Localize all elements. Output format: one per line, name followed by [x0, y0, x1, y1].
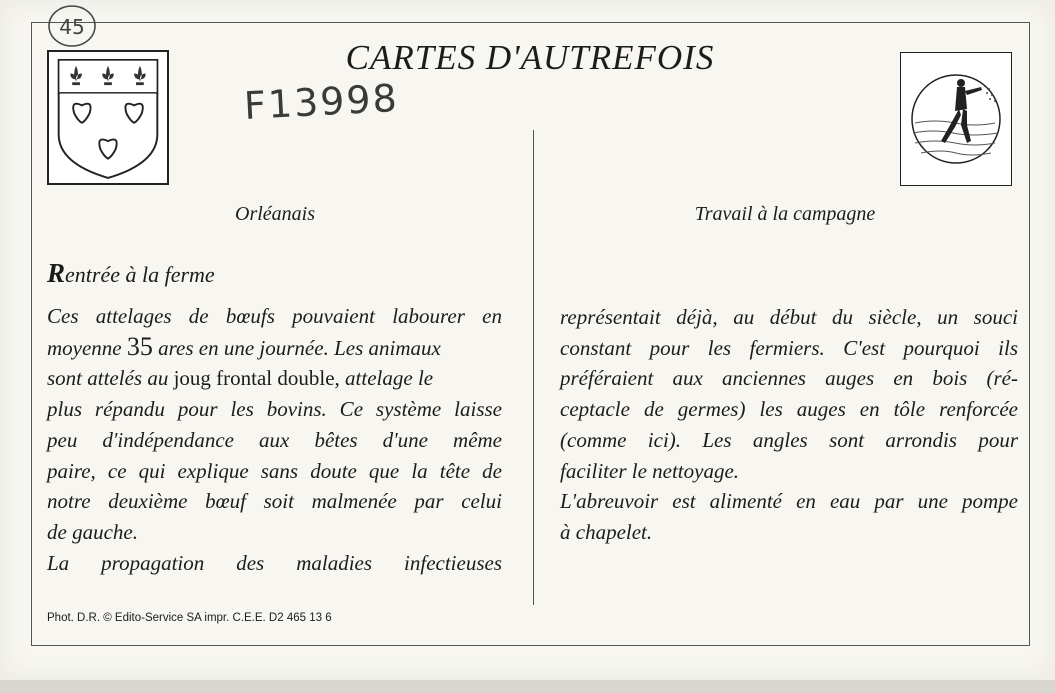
text-line: L'abreuvoir est alimenté en eau par une pompe	[560, 489, 1018, 514]
region-label: Orléanais	[235, 203, 315, 225]
text-line: faciliter le nettoyage.	[560, 458, 740, 483]
text-line: sont attelés au joug frontal double, attelage le	[47, 366, 434, 391]
text-line: de gauche.	[47, 519, 138, 544]
text-line: ceptacle de germes) les auges en tôle renforcée	[560, 397, 1018, 422]
theme-label: Travail à la campagne	[694, 203, 876, 225]
heading-initial: R	[47, 258, 66, 288]
text-line: représentait déjà, au début du siècle, un souci	[560, 305, 1018, 329]
text-line: Ces attelages de bœufs pouvaient labourer en	[47, 304, 502, 328]
sower-vignette	[900, 52, 1012, 186]
right-text-column	[560, 302, 1018, 548]
text-line: à chapelet.	[560, 519, 653, 544]
text-line: La propagation des maladies infectieuses	[47, 550, 502, 575]
photo-credit: Phot. D.R. © Edito-Service SA impr. C.E.E. D2 465 13 6	[47, 612, 332, 624]
text-line: préféraient aux anciennes auges en bois (ré-	[560, 366, 1018, 391]
text-line: (comme ici). Les angles sont arrondis pour	[560, 427, 1018, 452]
heading-text: entrée à la ferme	[65, 262, 215, 287]
card-heading	[47, 258, 215, 289]
text-line: plus répandu pour les bovins. Ce système laisse	[47, 397, 502, 422]
sower-icon	[901, 53, 1011, 185]
svg-text:45: 45	[59, 15, 85, 39]
column-divider	[533, 130, 534, 605]
handwritten-reference: F13998	[242, 75, 400, 129]
orleanais-coat-of-arms-icon	[47, 50, 169, 185]
text-line: constant pour les fermiers. C'est pourquoi ils	[560, 335, 1018, 360]
text-line: moyenne 35 ares en une journée. Les animaux	[47, 331, 441, 361]
card-bottom-edge	[0, 680, 1055, 693]
text-line: peu d'indépendance aux bêtes d'une même	[47, 427, 502, 452]
card-title: CARTES D'AUTREFOIS	[345, 38, 715, 77]
text-line: notre deuxième bœuf soit malmenée par celui	[47, 489, 502, 514]
left-text-column	[47, 301, 502, 578]
text-line: paire, ce qui explique sans doute que la tête de	[47, 458, 502, 483]
handwritten-circled-number	[46, 2, 98, 50]
